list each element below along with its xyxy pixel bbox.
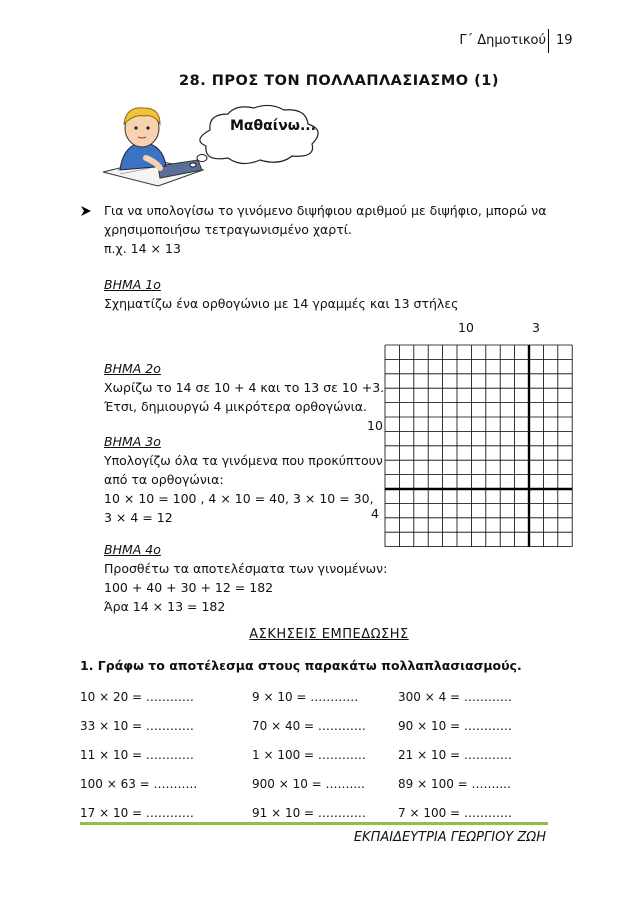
exercise-item: 21 × 10 = …………	[398, 748, 512, 762]
exercise-item: 17 × 10 = …………	[80, 806, 194, 820]
exercise-item: 1 × 100 = …………	[252, 748, 366, 762]
intro-line-1: Για να υπολογίσω το γινόμενο διψήφιου αριθμού με διψήφιο, μπορώ να	[104, 203, 547, 218]
page-number: 19	[556, 33, 573, 48]
exercise-item: 9 × 10 = …………	[252, 690, 359, 704]
step-1-text: Σχηματίζω ένα ορθογώνιο με 14 γραμμές και 13 στήλες	[104, 296, 459, 311]
exercise-item: 91 × 10 = …………	[252, 806, 366, 820]
step-2-line-2: Έτσι, δημιουργώ 4 μικρότερα ορθογώνια.	[104, 399, 368, 414]
step-2-line-1: Χωρίζω το 14 σε 10 + 4 και το 13 σε 10 +3.	[104, 380, 385, 395]
intro-example: π.χ. 14 × 13	[104, 241, 181, 256]
square-grid	[383, 343, 583, 555]
step-4-heading: ΒΗΜΑ 4ο	[104, 542, 161, 557]
step-1-heading: ΒΗΜΑ 1ο	[104, 277, 161, 292]
intro-line-2: χρησιμοποιήσω τετραγωνισμένο χαρτί.	[104, 222, 352, 237]
step-3-line-4: 3 × 4 = 12	[104, 510, 173, 525]
step-4-line-3: Άρα 14 × 13 = 182	[104, 599, 226, 614]
cloud-text: Μαθαίνω...	[230, 118, 316, 134]
thought-cloud	[180, 100, 330, 170]
step-3-line-3: 10 × 10 = 100 , 4 × 10 = 40, 3 × 10 = 30,	[104, 491, 374, 506]
grid-label-side-10: 10	[367, 418, 383, 433]
exercise-item: 89 × 100 = ……....	[398, 777, 511, 791]
step-2-heading: ΒΗΜΑ 2ο	[104, 361, 161, 376]
grid-label-side-4: 4	[371, 506, 379, 521]
header-divider	[548, 29, 549, 53]
grid-label-top-10: 10	[458, 320, 474, 335]
exercise-item: 70 × 40 = …………	[252, 719, 366, 733]
grid-label-top-3: 3	[532, 320, 540, 335]
header-grade: Γ΄ Δημοτικού	[459, 33, 546, 48]
step-3-line-1: Υπολογίζω όλα τα γινόμενα που προκύπτουν	[104, 453, 383, 468]
exercises-section-title: ΑΣΚΗΣΕΙΣ ΕΜΠΕΔΩΣΗΣ	[249, 627, 409, 642]
exercise-item: 100 × 63 = ………..	[80, 777, 198, 791]
exercise-1-instruction: 1. Γράφω το αποτέλεσμα στους παρακάτω πολλαπλασιασμούς.	[80, 658, 522, 673]
footer-author: ΕΚΠΑΙΔΕΥΤΡΙΑ ΓΕΩΡΓΙΟΥ ΖΩΗ	[353, 830, 546, 845]
arrow-bullet-icon	[80, 205, 92, 217]
step-4-line-1: Προσθέτω τα αποτελέσματα των γινομένων:	[104, 561, 388, 576]
step-4-line-2: 100 + 40 + 30 + 12 = 182	[104, 580, 274, 595]
step-3-heading: ΒΗΜΑ 3ο	[104, 434, 161, 449]
exercise-item: 33 × 10 = …………	[80, 719, 194, 733]
exercise-item: 90 × 10 = …………	[398, 719, 512, 733]
page-title: 28. ΠΡΟΣ ΤΟΝ ΠΟΛΛΑΠΛΑΣΙΑΣΜΟ (1)	[179, 73, 499, 89]
footer-divider	[80, 822, 548, 825]
exercise-item: 300 × 4 = …………	[398, 690, 512, 704]
exercise-item: 900 × 10 = ……....	[252, 777, 365, 791]
exercise-item: 7 × 100 = …………	[398, 806, 512, 820]
exercise-item: 10 × 20 = …………	[80, 690, 194, 704]
exercise-item: 11 × 10 = …………	[80, 748, 194, 762]
step-3-line-2: από τα ορθογώνια:	[104, 472, 224, 487]
